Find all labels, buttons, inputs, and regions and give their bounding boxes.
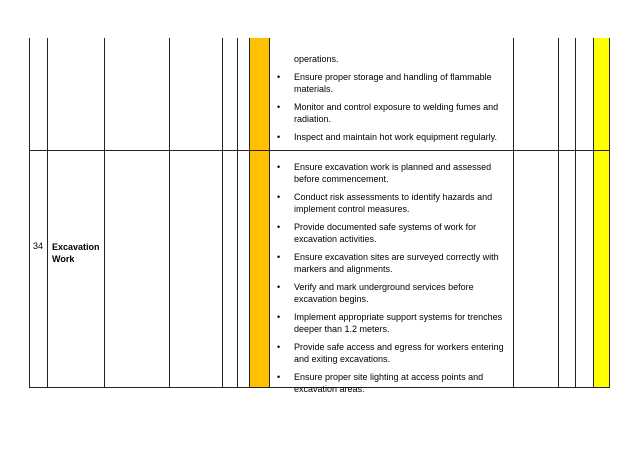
- list-item: • Provide safe access and egress for workers entering and exiting excavations.: [277, 342, 504, 364]
- list-item: • Ensure excavation work is planned and assessed before commencement.: [277, 162, 492, 184]
- column-divider: [558, 38, 559, 388]
- bullet-icon: •: [277, 252, 281, 262]
- column-divider: [249, 38, 250, 388]
- list-item: • Implement appropriate support systems for trenches deeper than 1.2 meters.: [277, 312, 503, 334]
- hazard-title: Excavation Work: [52, 242, 100, 264]
- bullet-icon: •: [277, 132, 281, 142]
- column-divider: [593, 38, 594, 388]
- row-divider: [29, 150, 609, 151]
- list-item: • Monitor and control exposure to welding fumes and radiation.: [277, 102, 499, 124]
- bullet-icon: •: [277, 342, 281, 352]
- column-divider: [104, 38, 105, 388]
- bullet-icon: •: [277, 282, 281, 292]
- bullet-icon: •: [277, 192, 281, 202]
- column-divider: [222, 38, 223, 388]
- list-item: • Ensure proper site lighting at access points and excavation areas.: [277, 372, 484, 394]
- column-divider: [47, 38, 48, 388]
- bullet-icon: •: [277, 222, 281, 232]
- list-item: • Inspect and maintain hot work equipment regularly.: [277, 132, 497, 142]
- column-divider: [269, 38, 270, 388]
- list-item: • Ensure excavation sites are surveyed correctly with markers and alignments.: [277, 252, 499, 274]
- column-divider: [513, 38, 514, 388]
- list-item: operations.: [294, 54, 339, 64]
- list-item: • Conduct risk assessments to identify hazards and implement control measures.: [277, 192, 493, 214]
- table-left-border: [29, 38, 30, 388]
- column-divider: [237, 38, 238, 388]
- bullet-icon: •: [277, 72, 281, 82]
- column-divider: [169, 38, 170, 388]
- list-item: • Verify and mark underground services before excavation begins.: [277, 282, 474, 304]
- control-measures-list: [275, 161, 507, 395]
- list-item: • Ensure proper storage and handling of flammable materials.: [277, 72, 492, 94]
- control-measures-list-continued: [275, 53, 507, 143]
- list-item: • Provide documented safe systems of work for excavation activities.: [277, 222, 477, 244]
- table-right-border: [609, 38, 610, 388]
- bullet-icon: •: [277, 102, 281, 112]
- yellow-column: [593, 38, 609, 388]
- amber-column: [249, 38, 269, 388]
- risk-table: [29, 38, 609, 394]
- bullet-icon: •: [277, 312, 281, 322]
- row-number: 34: [33, 241, 44, 251]
- column-divider: [575, 38, 576, 388]
- bullet-icon: •: [277, 162, 281, 172]
- bullet-icon: •: [277, 372, 281, 382]
